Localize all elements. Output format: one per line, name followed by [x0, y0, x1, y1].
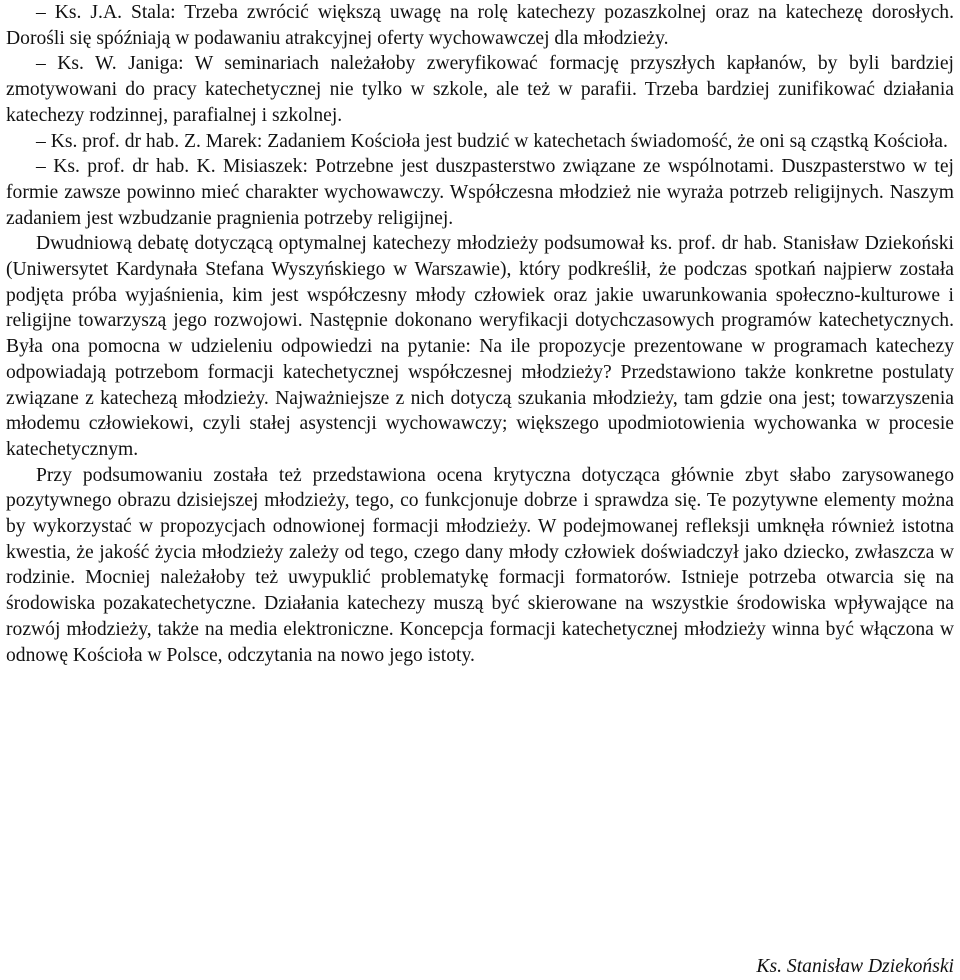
- author-signature: Ks. Stanisław Dziekoński: [756, 956, 954, 978]
- paragraph-critique: Przy podsumowaniu została też przedstawiona ocena krytyczna dotycząca głównie zbyt słabo zarysowanego pozytywnego obrazu dzisiejszej młodzieży, tego, co funkcjonuje dobrze i sprawdza się. Te pozytywne elementy można by wykorzystać w propozycjach odnowionej formacji młodzieży. W podejmowanej refleksji umknęła również istotna kwestia, że jakość życia młodzieży zależy od tego, czego dany młody człowiek doświadczył jako dziecko, zwłaszcza w rodzinie. Mocniej należałoby też uwypuklić problematykę formacji formatorów. Istnieje potrzeba otwarcia się na środowiska pozakatechetyczne. Działania katechezy muszą być skierowane na wszystkie środowiska wpływające na rozwój młodzieży, także na media elektroniczne. Koncepcja formacji katechetycznej młodzieży winna być włączona w odnowę Kościoła w Polsce, odczytania na nowo jego istoty.: [6, 464, 954, 666]
- paragraph-summary: Dwudniową debatę dotyczącą optymalnej katechezy młodzieży podsumował ks. prof. dr hab. Stanisław Dziekoński (Uniwersytet Kardynała Stefana Wyszyńskiego w Warszawie), który podkreślił, że podczas spotkań najpierw została podjęta próba wyjaśnienia, kim jest współczesny młody człowiek oraz jakie uwarunkowania społeczno-kulturowe i religijne towarzyszą jego rozwojowi. Następnie dokonano weryfikacji dotychczasowych programów katechetycznych. Była ona pomocna w udzieleniu odpowiedzi na pytanie: Na ile propozycje prezentowane w programach katechezy odpowiadają potrzebom formacji katechetycznej współczesnej młodzieży? Przedstawiono także konkretne postulaty związane z katechezą młodzieży. Najważniejsze z nich dotyczą szukania młodzieży, tam gdzie ona jest; towarzyszenia młodemu człowiekowi, czyli stałej asystencji wychowawczy; większego upodmiotowienia wychowanka w procesie katechetycznym.: [6, 233, 954, 460]
- paragraph-stala: – Ks. J.A. Stala: Trzeba zwrócić większą uwagę na rolę katechezy pozaszkolnej oraz na katechezę dorosłych. Dorośli się spóźniają w podawaniu atrakcyjnej oferty wychowawczej dla młodzieży.: [6, 2, 954, 49]
- paragraph-misiaszek: – Ks. prof. dr hab. K. Misiaszek: Potrzebne jest duszpasterstwo związane ze wspólnotami. Duszpasterstwo w tej formie zawsze powinno mieć charakter wychowawczy. Współczesna młodzież nie wyraża potrzeb religijnych. Naszym zadaniem jest wzbudzanie pragnienia potrzeby religijnej.: [6, 156, 954, 229]
- paragraph-marek: – Ks. prof. dr hab. Z. Marek: Zadaniem Kościoła jest budzić w katechetach świadomość, że oni są cząstką Kościoła.: [36, 130, 948, 152]
- paragraph-janiga: – Ks. W. Janiga: W seminariach należałoby zweryfikować formację przyszłych kapłanów, by byli bardziej zmotywowani do pracy katechetycznej nie tylko w szkole, ale też w parafii. Trzeba bardziej zunifikować działania katechezy rodzinnej, parafialnej i szkolnej.: [6, 53, 954, 126]
